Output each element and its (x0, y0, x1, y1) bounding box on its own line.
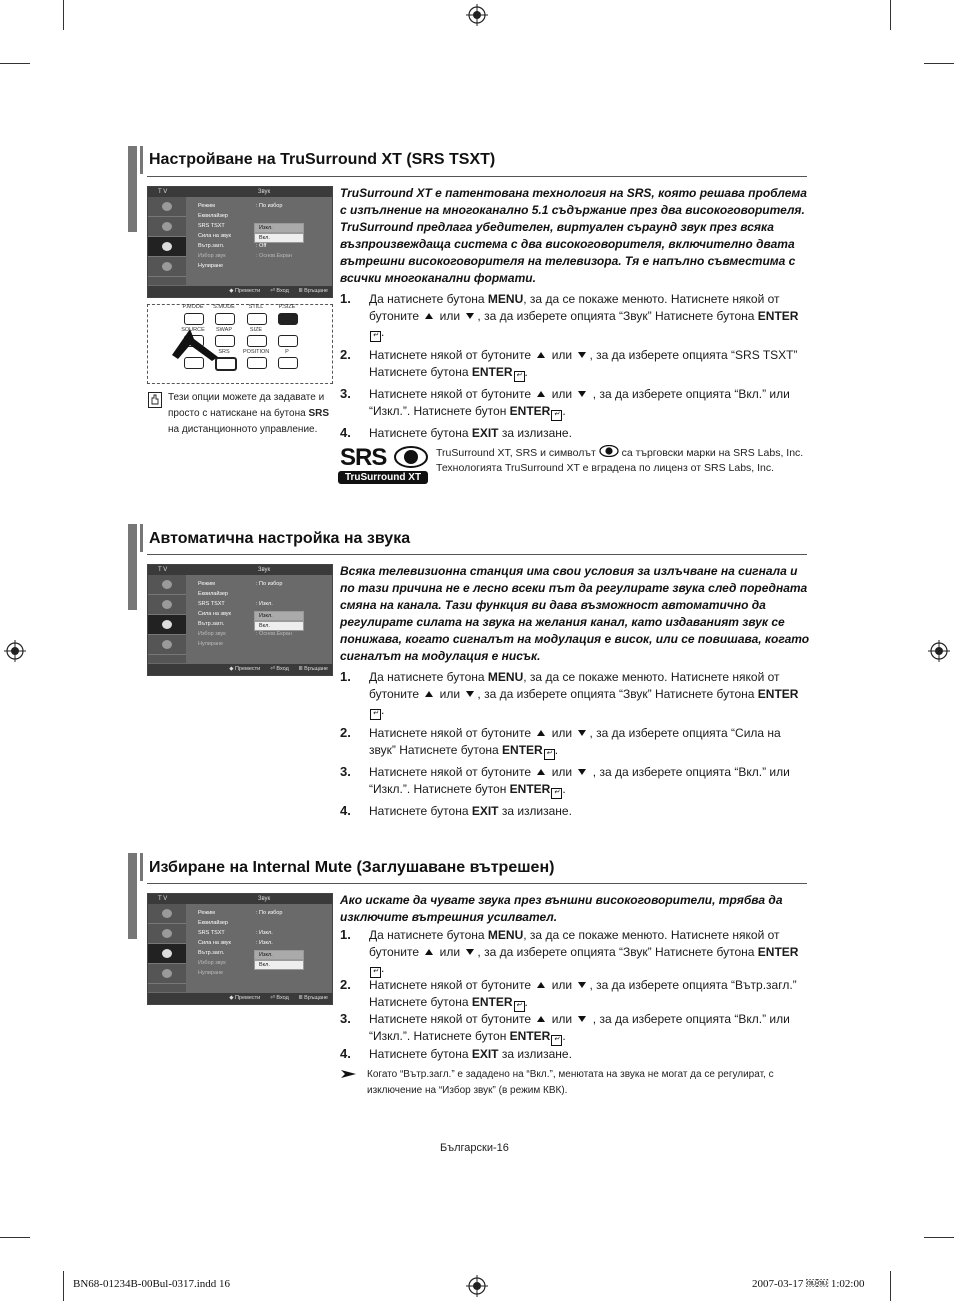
osd-row-label: Нулиране (198, 263, 224, 269)
osd-row-label: Сила на звук (198, 611, 231, 617)
osd-footer (148, 664, 332, 675)
osd-row-value: : По избор (256, 581, 283, 587)
osd-row-value: : Изкл. (256, 940, 273, 946)
step-number: 1. (340, 291, 351, 306)
osd-tv-label: T V (158, 567, 168, 573)
channel-menu-icon (148, 217, 186, 237)
enter-icon: ↵ (514, 371, 525, 382)
down-arrow-icon (466, 691, 474, 697)
remote-label: STILL (248, 304, 264, 310)
footer-file-name: BN68-01234B-00Bul-0317.indd 16 (73, 1278, 231, 1290)
step-item (340, 291, 810, 341)
section-accent-bar (140, 524, 143, 552)
step-text: , за да се покаже менюто. Натиснете някой от бутоните (369, 928, 780, 959)
osd-hint-return: Ⅲ Връщане (298, 288, 328, 294)
step-text: Натиснете някой от бутоните (369, 726, 535, 740)
key-exit: EXIT (471, 426, 499, 440)
osd-option-off: Изкл. (254, 950, 304, 960)
trusurround-xt-badge: TruSurround XT (338, 471, 428, 484)
osd-title: Звук (257, 567, 271, 573)
osd-hint-enter: ⏎ Вход (270, 666, 289, 672)
step-text: или (436, 686, 464, 701)
position-button (247, 357, 267, 369)
step-text: Да натиснете бутона (369, 292, 488, 306)
note-srs-key: SRS (308, 408, 329, 419)
key-enter: ENTER (509, 403, 551, 418)
remote-note (168, 390, 332, 438)
osd-row-value: : Off (256, 243, 267, 249)
step-text: или (548, 765, 576, 779)
down-arrow-icon (578, 1016, 586, 1022)
section-accent-bar (128, 146, 137, 232)
osd-row-label: Сила на звук (198, 233, 231, 239)
osd-option-on: Вкл. (254, 233, 304, 243)
step-text: , за да изберете опцията “Вкл.” или “Изкл.”. Натиснете бутон (369, 1012, 790, 1043)
step-text: Натиснете някой от бутоните (369, 348, 535, 362)
key-enter: ENTER (502, 742, 543, 757)
step-text: . (524, 364, 528, 379)
step-item (340, 803, 810, 820)
remote-label: SIZE (249, 327, 263, 333)
step-text: Натиснете някой от бутоните (369, 978, 535, 992)
down-arrow-icon (578, 352, 586, 358)
section-title: Избиране на Internal Mute (Заглушаване вътрешен) (149, 859, 555, 876)
step-number: 4. (340, 803, 351, 818)
page-number: Български-16 (440, 1142, 509, 1154)
step-text: , за да изберете опцията “Вкл.” или “Изкл.”. Натиснете бутон (369, 765, 790, 796)
section-rule (147, 883, 807, 884)
remote-control-illustration (147, 304, 333, 384)
osd-row-label: Режим (198, 581, 215, 587)
registration-mark-icon (466, 4, 488, 26)
section-intro: TruSurround XT е патентована технология на SRS, която решава проблема с изпълнение на многоканално 5.1 съдържание през два високоговорителя. TruSurround предлага убедителен, виртуален съраунд звук през всяка възпроизвеждаща система с два високоговорителя, включително двата вътрешни високоговорителя на телевизора. Тя е напълно съвместима с всички многоканални формати. (340, 186, 807, 285)
registration-mark-icon (928, 640, 950, 662)
step-text: Да натиснете бутона (369, 928, 488, 942)
osd-row-label: Еквилайзер (198, 920, 228, 926)
crop-mark (63, 1271, 64, 1301)
osd-row-label: Режим (198, 203, 215, 209)
step-item (340, 927, 810, 977)
p-mode-button (184, 313, 204, 325)
remote-label: P.SIZE (278, 304, 296, 310)
osd-tv-label: T V (158, 189, 168, 195)
registration-mark-icon (466, 1275, 488, 1297)
step-item (340, 977, 810, 1011)
osd-option-on: Вкл. (254, 621, 304, 631)
enter-icon: ↵ (370, 331, 381, 342)
osd-row-value: : По избор (256, 910, 283, 916)
up-arrow-icon (425, 691, 433, 697)
sound-menu-icon (148, 237, 186, 257)
key-enter: ENTER (757, 308, 799, 323)
registration-mark-icon (4, 640, 26, 662)
osd-row-label: SRS TSXT (198, 223, 225, 229)
up-arrow-icon (425, 949, 433, 955)
step-item (340, 764, 810, 798)
remote-label: SOURCE (181, 327, 205, 333)
down-arrow-icon (466, 949, 474, 955)
step-number: 3. (340, 386, 351, 401)
osd-title: Звук (257, 896, 271, 902)
step-text: за излизане. (498, 426, 572, 440)
channel-up-button (278, 335, 298, 347)
osd-hint-move: ◆ Премести (229, 666, 261, 672)
up-arrow-icon (425, 313, 433, 319)
osd-row-value (248, 918, 256, 928)
step-text: . (381, 703, 385, 717)
srs-trademark-note (436, 445, 811, 476)
up-arrow-icon (537, 769, 545, 775)
key-exit: EXIT (471, 1047, 499, 1061)
osd-row-value (248, 211, 256, 221)
still-button (247, 313, 267, 325)
remote-label: POSITION (243, 349, 270, 355)
crop-mark (0, 63, 30, 64)
trademark-text: са търговски марки на SRS Labs, Inc. Технологията TruSurround XT е вградена по лиценз от SRS Labs, Inc. (436, 447, 804, 474)
osd-option-off: Изкл. (254, 223, 304, 233)
size-button (247, 335, 267, 347)
key-exit: EXIT (471, 804, 499, 818)
channel-down-button (278, 357, 298, 369)
osd-row-value: : Основ.Екран (256, 253, 292, 259)
step-text: Натиснете бутона (369, 1047, 472, 1061)
step-item (340, 347, 810, 381)
step-number: 2. (340, 977, 351, 992)
step-text: . (554, 742, 559, 757)
osd-row-label: Нулиране (198, 641, 224, 647)
step-number: 1. (340, 927, 351, 942)
step-number: 2. (340, 725, 351, 740)
crop-mark (890, 1271, 891, 1301)
picture-menu-icon (148, 904, 186, 924)
step-item (340, 725, 810, 759)
up-arrow-icon (537, 352, 545, 358)
osd-option-on: Вкл. (254, 960, 304, 970)
section-title: Автоматична настройка на звука (149, 530, 411, 547)
channel-menu-icon (148, 924, 186, 944)
step-text: за излизане. (498, 1047, 572, 1061)
key-menu: MENU (487, 670, 524, 684)
step-item (340, 669, 810, 719)
step-text: , за да изберете опцията “Вкл.” или “Изкл.”. Натиснете бутон (369, 387, 790, 418)
osd-title: Звук (257, 189, 271, 195)
osd-option-off: Изкл. (254, 611, 304, 621)
osd-hint-return: Ⅲ Връщане (298, 666, 328, 672)
step-text: . (562, 781, 566, 796)
sound-menu-screenshot (147, 893, 333, 1005)
osd-row-value: : По избор (256, 203, 283, 209)
step-text: , за да изберете опцията “Звук” Натиснете бутона (477, 944, 758, 959)
enter-icon: ↵ (544, 749, 555, 760)
crop-mark (924, 1237, 954, 1238)
osd-row-label: Сила на звук (198, 940, 231, 946)
s-mode-button (215, 313, 235, 325)
step-number: 1. (340, 669, 351, 684)
step-text: Да натиснете бутона (369, 670, 488, 684)
down-arrow-icon (578, 391, 586, 397)
step-text: , за да се покаже менюто. Натиснете някой от бутоните (369, 670, 780, 701)
up-arrow-icon (537, 982, 545, 988)
key-enter: ENTER (471, 364, 513, 379)
osd-row-label: Еквилайзер (198, 213, 228, 219)
osd-footer (148, 286, 332, 297)
down-arrow-icon (578, 982, 586, 988)
osd-hint-move: ◆ Премести (229, 288, 261, 294)
osd-row-value: : Изкл. (256, 601, 273, 607)
step-text: или (548, 348, 576, 362)
note-text: Тези опции можете да задавате и просто с натискане на бутона (168, 392, 325, 419)
key-enter: ENTER (471, 994, 513, 1009)
step-text: за излизане. (498, 804, 572, 818)
osd-row-label: SRS TSXT (198, 601, 225, 607)
osd-row-label: Вътр.загл. (198, 621, 225, 627)
step-text: Натиснете някой от бутоните (369, 387, 535, 401)
section-title: Настройване на TruSurround XT (SRS TSXT) (149, 151, 496, 168)
sound-menu-screenshot (147, 186, 333, 298)
step-text: или (548, 726, 576, 740)
osd-row-label: Еквилайзер (198, 591, 228, 597)
step-text: или (548, 978, 576, 992)
step-text: , за да се покаже менюто. Натиснете някой от бутоните (369, 292, 780, 323)
key-menu: MENU (487, 928, 524, 942)
key-enter: ENTER (757, 944, 799, 959)
osd-row-label: Нулиране (198, 970, 224, 976)
crop-mark (924, 63, 954, 64)
step-number: 2. (340, 347, 351, 362)
note-hand-icon (148, 392, 162, 408)
osd-row-label: Избор звук (198, 631, 226, 637)
srs-circle-icon (394, 446, 428, 468)
osd-hint-enter: ⏎ Вход (270, 288, 289, 294)
osd-row-label: Режим (198, 910, 215, 916)
step-text: или (548, 1012, 576, 1026)
step-text: или (436, 944, 464, 959)
osd-row-label: Вътр.загл. (198, 243, 225, 249)
srs-symbol-icon (599, 445, 619, 457)
step-text: или (548, 387, 576, 401)
osd-row-value: : Изкл. (256, 930, 273, 936)
p-size-button (278, 313, 298, 325)
down-arrow-icon (466, 313, 474, 319)
channel-menu-icon (148, 595, 186, 615)
section-intro: Ако искате да чувате звука през външни високоговорители, трябва да изключите вътрешния усилвател. (340, 893, 783, 924)
crop-mark (0, 1237, 30, 1238)
key-menu: MENU (487, 292, 524, 306)
note-text: на дистанционното управление. (168, 424, 318, 435)
section-accent-bar (128, 853, 137, 939)
tip-arrow-icon (341, 1069, 357, 1079)
osd-tv-label: T V (158, 896, 168, 902)
step-number: 3. (340, 764, 351, 779)
section-accent-bar (128, 524, 137, 610)
step-item (340, 425, 810, 442)
osd-row-value: : Основ.Екран (256, 631, 292, 637)
sound-menu-screenshot (147, 564, 333, 676)
osd-hint-move: ◆ Премести (229, 995, 261, 1001)
osd-row-label: Избор звук (198, 960, 226, 966)
remote-label: P (285, 349, 289, 355)
step-text: , за да изберете опцията “Звук” Натиснете бутона (477, 686, 758, 701)
osd-row-value (248, 589, 256, 599)
step-text: , за да изберете опцията “Сила на звук” Натиснете бутона (369, 726, 781, 757)
down-arrow-icon (578, 769, 586, 775)
remote-label: SWAP (216, 327, 232, 333)
osd-hint-return: Ⅲ Връщане (298, 995, 328, 1001)
step-text: . (562, 1028, 566, 1043)
crop-mark (63, 0, 64, 30)
step-item (340, 386, 810, 420)
step-text: , за да изберете опцията “SRS TSXT” Натиснете бутона (369, 348, 798, 379)
enter-icon: ↵ (551, 788, 562, 799)
step-text: , за да изберете опцията “Звук” Натиснете бутона (477, 308, 758, 323)
step-text: . (524, 994, 528, 1009)
osd-row-label: Избор звук (198, 253, 226, 259)
section-tip: Когато “Вътр.загл.” е зададено на “Вкл.”, менютата на звука не могат да се регулират, с изключение на “Избор звук” (в режим КВК). (367, 1069, 774, 1096)
up-arrow-icon (537, 1016, 545, 1022)
enter-icon: ↵ (370, 967, 381, 978)
remote-label: SRS (218, 349, 230, 355)
step-text: . (381, 325, 385, 339)
step-text: Натиснете бутона (369, 426, 472, 440)
setup-menu-icon (148, 964, 186, 984)
section-intro: Всяка телевизионна станция има свои условия за излъчване на сигнала и по тази причина не е лесно всеки път да регулирате звука след поредната смяна на канала. Тази функция ви дава възможност автоматично да регулирате силата на звука на желания канал, като издаваният звук се понижава, когато сигналът на модулация е висок, или се повишава, когато сигналът на модулация е нисък. (340, 564, 810, 663)
trademark-text: TruSurround XT, SRS и символът (436, 447, 599, 459)
enter-icon: ↵ (551, 1035, 562, 1046)
setup-menu-icon (148, 257, 186, 277)
section-rule (147, 176, 807, 177)
step-number: 3. (340, 1011, 351, 1026)
crop-mark (890, 0, 891, 30)
key-enter: ENTER (757, 686, 799, 701)
step-text: Натиснете някой от бутоните (369, 1012, 535, 1026)
step-text: , за да изберете опцията “Вътр.загл.” Натиснете бутона (369, 978, 797, 1009)
step-text: Натиснете бутона (369, 804, 472, 818)
step-number: 4. (340, 425, 351, 440)
osd-row-value (248, 261, 256, 271)
footer-timestamp: 2007-03-17 ￼￼ 1:02:00 (752, 1278, 865, 1290)
remote-label: P.MODE (182, 304, 204, 310)
osd-row-label: Вътр.загл. (198, 950, 225, 956)
sound-menu-icon (148, 615, 186, 635)
setup-menu-icon (148, 635, 186, 655)
section-rule (147, 554, 807, 555)
section-accent-bar (140, 146, 143, 174)
osd-row-value (248, 639, 256, 649)
srs-logo-text: SRS (340, 444, 387, 471)
step-item (340, 1046, 810, 1063)
osd-footer (148, 993, 332, 1004)
srs-trusurround-logo (338, 444, 430, 485)
up-arrow-icon (537, 391, 545, 397)
sound-menu-icon (148, 944, 186, 964)
step-text: Натиснете някой от бутоните (369, 765, 535, 779)
key-enter: ENTER (509, 781, 551, 796)
step-text: . (381, 961, 385, 975)
step-item (340, 1011, 810, 1045)
step-text: . (562, 403, 566, 418)
picture-menu-icon (148, 575, 186, 595)
step-text: или (436, 308, 464, 323)
osd-row-label: SRS TSXT (198, 930, 225, 936)
picture-menu-icon (148, 197, 186, 217)
remote-label: S.MODE (213, 304, 235, 310)
enter-icon: ↵ (514, 1001, 525, 1012)
down-arrow-icon (578, 730, 586, 736)
enter-icon: ↵ (551, 410, 562, 421)
pointer-arrow-icon (168, 325, 228, 365)
section-accent-bar (140, 853, 143, 881)
enter-icon: ↵ (370, 709, 381, 720)
key-enter: ENTER (509, 1028, 551, 1043)
osd-hint-enter: ⏎ Вход (270, 995, 289, 1001)
up-arrow-icon (537, 730, 545, 736)
step-number: 4. (340, 1046, 351, 1061)
